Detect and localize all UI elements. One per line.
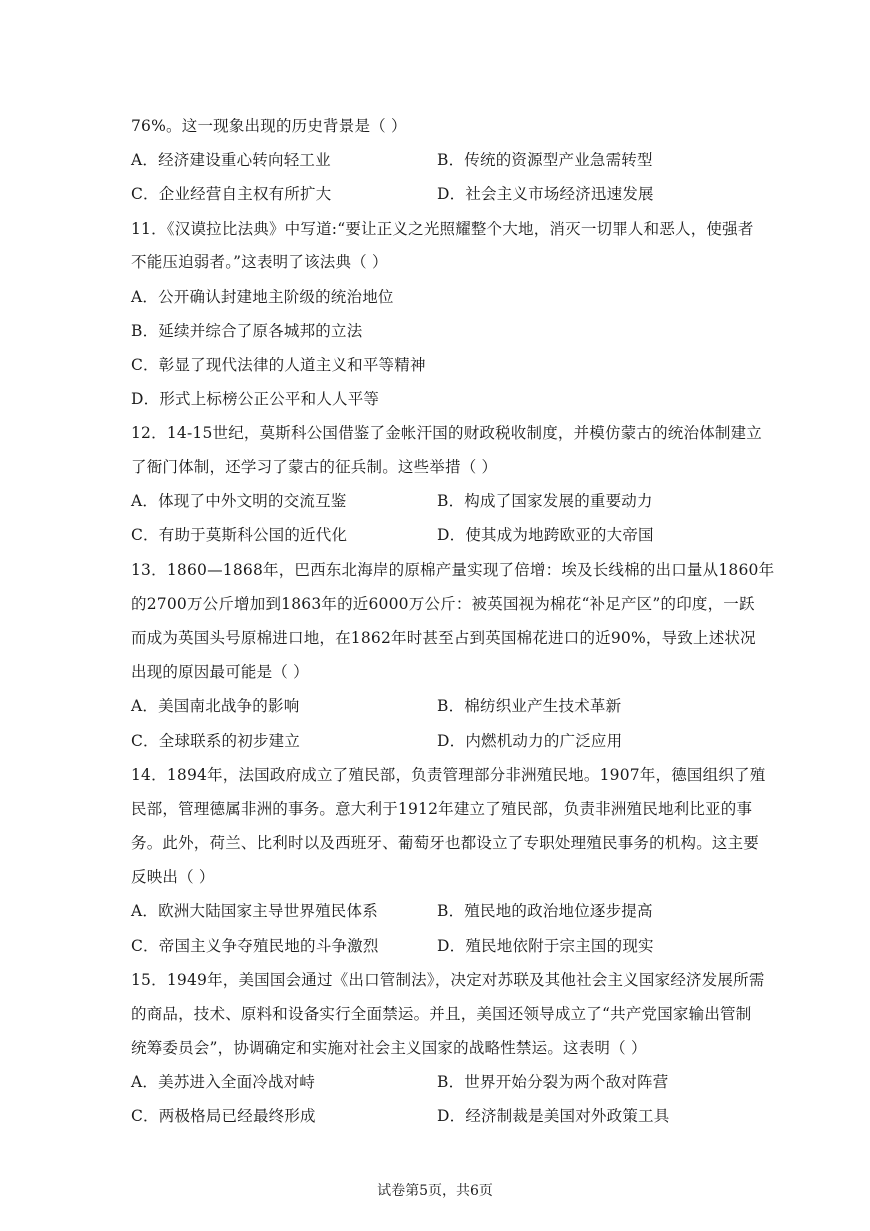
- q12-option-b: B．构成了国家发展的重要动力: [437, 492, 653, 510]
- q13-stem-line-2: 的2700万公斤增加到1863年的近6000万公斤：被英国视为棉花“补足产区”的印度，一跃: [131, 595, 755, 613]
- q13-stem-line-4: 出现的原因最可能是（ ）: [131, 663, 309, 681]
- q14-stem-line-4: 反映出（ ）: [131, 868, 215, 886]
- q15-stem-line-3: 统筹委员会”，协调确定和实施对社会主义国家的战略性禁运。这表明（ ）: [131, 1039, 647, 1057]
- q14-stem-line-1: 14．1894年，法国政府成立了殖民部，负责管理部分非洲殖民地。1907年，德国组织了殖: [131, 766, 766, 784]
- q13-option-c: C．全球联系的初步建立: [131, 732, 301, 750]
- q15-stem-line-2: 的商品，技术、原料和设备实行全面禁运。并且，美国还领导成立了“共产党国家输出管制: [131, 1005, 752, 1023]
- q13-option-b: B．棉纺织业产生技术革新: [437, 697, 622, 715]
- q10-option-d: D．社会主义市场经济迅速发展: [437, 185, 654, 203]
- q10-option-c: C．企业经营自主权有所扩大: [131, 185, 332, 203]
- q10-stem-end: 76%。这一现象出现的历史背景是（ ）: [131, 117, 407, 135]
- q12-option-c: C．有助于莫斯科公国的近代化: [131, 526, 348, 544]
- q13-stem-line-3: 而成为英国头号原棉进口地，在1862年时甚至占到英国棉花进口的近90%，导致上述状况: [131, 629, 756, 647]
- q15-option-b: B．世界开始分裂为两个敌对阵营: [437, 1073, 669, 1091]
- page-footer: 试卷第5页，共6页: [377, 1183, 493, 1199]
- q12-stem-line-1: 12．14-15世纪，莫斯科公国借鉴了金帐汗国的财政税收制度，并模仿蒙古的统治体制建立: [131, 424, 763, 442]
- q15-option-d: D．经济制裁是美国对外政策工具: [437, 1107, 670, 1125]
- q11-option-a: A．公开确认封建地主阶级的统治地位: [131, 288, 394, 306]
- q12-option-d: D．使其成为地跨欧亚的大帝国: [437, 526, 654, 544]
- q12-option-a: A．体现了中外文明的交流互鉴: [131, 492, 347, 510]
- q11-stem-line-1: 11．《汉谟拉比法典》中写道:“要让正义之光照耀整个大地，消灭一切罪人和恶人，使强者: [131, 220, 754, 238]
- q13-option-d: D．内燃机动力的广泛应用: [437, 732, 623, 750]
- q11-option-b: B．延续并综合了原各城邦的立法: [131, 322, 363, 340]
- q12-stem-line-2: 了衙门体制，还学习了蒙古的征兵制。这些举措（ ）: [131, 458, 498, 476]
- q14-option-d: D．殖民地依附于宗主国的现实: [437, 937, 654, 955]
- q13-option-a: A．美国南北战争的影响: [131, 697, 300, 715]
- q15-option-c: C．两极格局已经最终形成: [131, 1107, 316, 1125]
- q10-option-a: A．经济建设重心转向轻工业: [131, 151, 331, 169]
- q13-stem-line-1: 13．1860—1868年，巴西东北海岸的原棉产量实现了倍增：埃及长线棉的出口量从1860年: [131, 561, 775, 579]
- q14-option-a: A．欧洲大陆国家主导世界殖民体系: [131, 902, 378, 920]
- q10-option-b: B．传统的资源型产业急需转型: [437, 151, 653, 169]
- q11-option-c: C．彰显了现代法律的人道主义和平等精神: [131, 356, 426, 374]
- q14-option-c: C．帝国主义争夺殖民地的斗争激烈: [131, 937, 379, 955]
- q15-option-a: A．美苏进入全面冷战对峙: [131, 1073, 316, 1091]
- q15-stem-line-1: 15．1949年，美国国会通过《出口管制法》，决定对苏联及其他社会主义国家经济发展所需: [131, 971, 765, 989]
- q14-option-b: B．殖民地的政治地位逐步提高: [437, 902, 653, 920]
- q11-option-d: D．形式上标榜公正公平和人人平等: [131, 390, 380, 408]
- q14-stem-line-2: 民部，管理德属非洲的事务。意大利于1912年建立了殖民部，负责非洲殖民地利比亚的事: [131, 800, 753, 818]
- q14-stem-line-3: 务。此外，荷兰、比利时以及西班牙、葡萄牙也都设立了专职处理殖民事务的机构。这主要: [131, 834, 760, 852]
- q11-stem-line-2: 不能压迫弱者。”这表明了该法典（ ）: [131, 253, 388, 271]
